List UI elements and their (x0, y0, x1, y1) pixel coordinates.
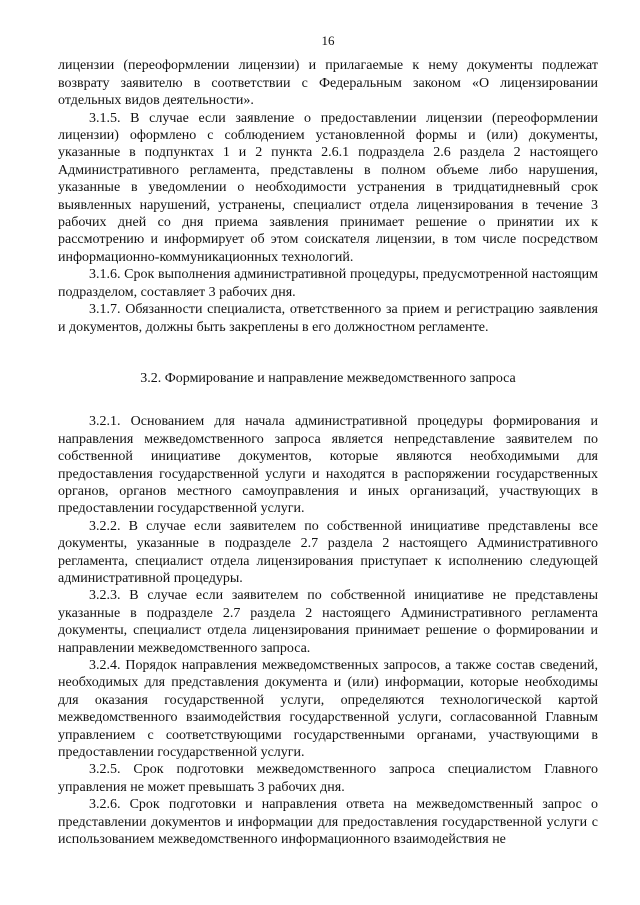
page-number: 16 (321, 33, 335, 48)
paragraph-3-2-5: 3.2.5. Срок подготовки межведомственного запроса специалистом Главного управления не может превышать 3 рабочих дня. (58, 762, 598, 795)
paragraph-3-1-7: 3.1.7. Обязанности специалиста, ответственного за прием и регистрацию заявления и документов, должны быть закреплены в его должностном регламенте. (58, 302, 598, 335)
paragraph-3-2-2: 3.2.2. В случае если заявителем по собственной инициативе представлены все документы, указанные в подразделе 2.7 раздела 2 настоящего Административного регламента, специалист отдела лицензирования приступает к исполнению следующей административной процедуры. (58, 518, 598, 586)
paragraph-3-2-1: 3.2.1. Основанием для начала административной процедуры формирования и направления межведомственного запроса является непредставление заявителем по собственной инициативе документов, которые являются необходимыми для предоставления государственной услуги и находятся в распоряжении государственных органов, органов местного самоуправления и иных организаций, участвующих в предоставлении государственной услуги. (58, 414, 598, 517)
paragraph-3-2-3: 3.2.3. В случае если заявителем по собственной инициативе не представлены указанные в подразделе 2.7 раздела 2 настоящего Административного регламента документы, специалист отдела лицензирования принимает решение о формировании и направлении межведомственного запроса. (58, 588, 598, 656)
paragraph-3-1-6: 3.1.6. Срок выполнения административной процедуры, предусмотренной настоящим подразделом, составляет 3 рабочих дня. (58, 267, 598, 300)
document-page (58, 32, 598, 848)
section-heading: 3.2. Формирование и направление межведомственного запроса (140, 370, 516, 386)
paragraph-3-2-4: 3.2.4. Порядок направления межведомственных запросов, а также состав сведений, необходимых для представления документа и (или) информации, которые необходимы для оказания государственной услуги, определяются технологической картой межведомственного взаимодействия государственной услуги, согласованной Главным управлением с соответствующими государственными органами, участвующими в предоставлении государственной услуги. (58, 658, 598, 761)
paragraph-3-1-5: 3.1.5. В случае если заявление о предоставлении лицензии (переоформлении лицензии) оформлено с соблюдением установленной формы и (или) документы, указанные в подпунктах 1 и 2 пункта 2.6.1 подраздела 2.6 раздела 2 настоящего Административного регламента, представлены в полном объеме либо нарушения, указанные в уведомлении о необходимости устранения в тридцатидневный срок выявленных нарушений, устранены, специалист отдела лицензирования в течение 3 рабочих дней со дня приема заявления принимает решение о принятии их к рассмотрению и информирует об этом соискателя лицензии, в том числе посредством информационно-коммуникационных технологий. (58, 110, 598, 265)
paragraph-3-2-6: 3.2.6. Срок подготовки и направления ответа на межведомственный запрос о представлении документов и информации для предоставления государственной услуги с использованием межведомственного информационного взаимодействия не (58, 797, 598, 848)
paragraph-continuation: лицензии (переоформлении лицензии) и прилагаемые к нему документы подлежат возврату заявителю в соответствии с Федеральным законом «О лицензировании отдельных видов деятельности». (58, 58, 598, 109)
